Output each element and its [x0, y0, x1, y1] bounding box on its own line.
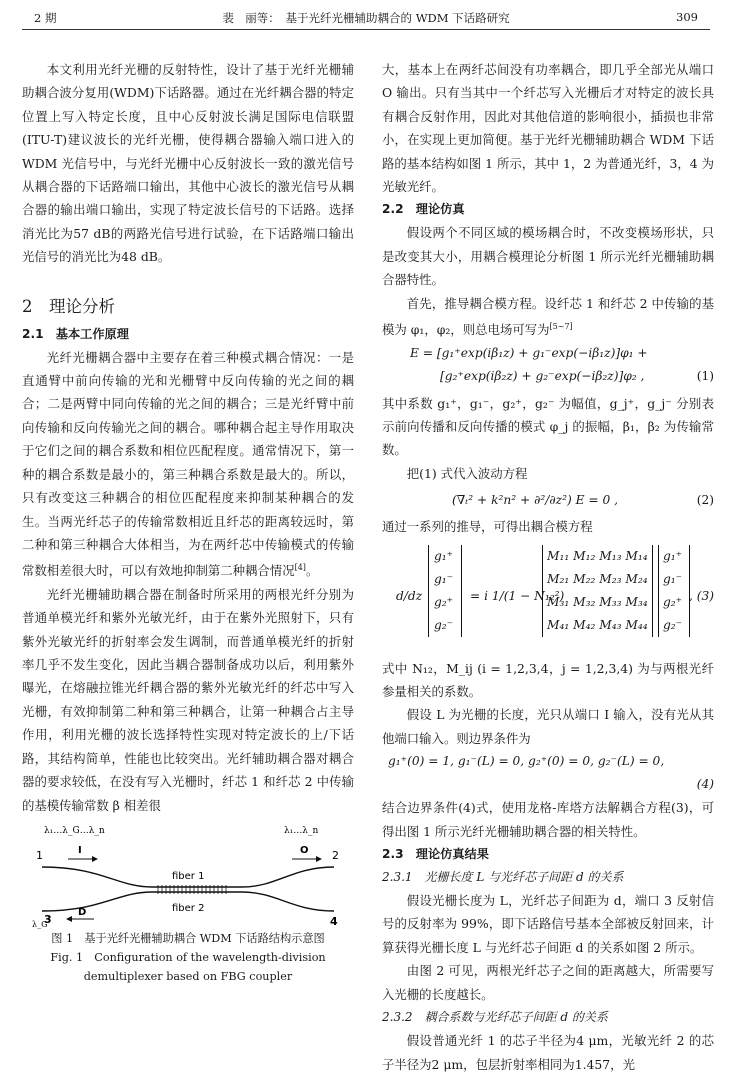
paragraph-wave-equation: 把(1) 式代入波动方程 — [406, 465, 528, 481]
page-number: 309 — [676, 10, 698, 24]
paragraph-runge-kutta: 结合边界条件(4)式，使用龙格-库塔方法解耦合方程(3)，可得出图 1 所示光纤光栅辅助耦合器的相关特性。 — [382, 800, 714, 839]
equation-3-number: , (3) — [688, 588, 714, 603]
paragraph-coupled-mode — [382, 292, 714, 342]
equation-1 — [382, 342, 714, 392]
vec-el: g₁⁻ — [663, 571, 683, 586]
subsection-2-3-1-heading: 2.3.1 光栅长度 L 与光纤芯子间距 d 的关系 — [382, 870, 624, 885]
paragraph-coefficients-n: 式中 N₁₂，M_ij (i = 1,2,3,4，j = 1,2,3,4) 为与两根光纤参量相关的系数。 — [382, 660, 714, 700]
port-2-label: 2 — [332, 848, 339, 862]
citation: [4] — [294, 563, 306, 573]
matrix-row: M₁₁ M₁₂ M₁₃ M₁₄ — [547, 548, 648, 563]
equation-4: g₁⁺(0) = 1, g₁⁻(L) = 0, g₂⁺(0) = 0, g₂⁻(L) = 0, — [388, 754, 665, 769]
equation-3 — [382, 539, 714, 657]
vec-el: g₂⁻ — [663, 617, 683, 632]
equation-3-factor: = i 1/(1 − N₁₂²) — [470, 588, 565, 603]
equation-1-number: (1) — [696, 368, 714, 383]
matrix-row: M₃₁ M₃₂ M₃₃ M₃₄ — [547, 594, 648, 609]
issue-number: 2 期 — [34, 11, 57, 25]
fiber-1-label: fiber 1 — [172, 870, 205, 882]
running-title: 裴 丽等： 基于光纤光栅辅助耦合的 WDM 下话路研究 — [222, 11, 510, 25]
paragraph-figure-2: 由图 2 可见，两根光纤芯子之间的距离越大，所需要写入光栅的长度越长。 — [382, 963, 714, 1002]
port-4-label: 4 — [330, 914, 338, 928]
intro-paragraph: 本文利用光纤光栅的反射特性，设计了基于光纤光栅辅助耦合波分复用(WDM)下话路器。通过在光纤耦合器的特定位置上写入特定长度，且中心反射波长满足国际电信联盟(ITU-T)建议波长的光纤光栅，使得耦合器输入端口进入的 WDM 光信号中，与光纤光栅中心反射波长一致的激光信号从耦合器的下话路端口输出，其他中心波长的激光信号从耦合器的输出端口输出，实现了特定波长信号的下话路。选择消光比为57 dB的两路光信号进行试验，在下话路端口输出光信号的消光比为48 dB。 — [22, 62, 354, 265]
vector-right — [658, 545, 690, 637]
equation-1-line-2 — [382, 365, 714, 388]
paragraph-text: 光纤光栅耦合器中主要存在着三种模式耦合情况：一是直通臂中前向传输的光和光栅臂中反向传输的光之间的耦合；二是两臂中同向传输的光之间的耦合；三是光纤臂中前向传输和反向传输光之间的耦合。哪种耦合起主导作用取决于它们之间的耦合系数和相位匹配程度。通常情况下，第一种的耦合系数是最小的，第三种耦合系数是最大的。所以，只有改变这三种耦合的相位匹配程度来抑制某种耦合的发生。当两光纤芯子的传输常数相近且纤芯的距离较远时，第二种和第三种耦合大体相当，为在两纤芯中传输模式的传输常数相差很大时，可以有效地抑制第二种耦合情况 — [22, 349, 354, 579]
paragraph-boundary: 假设 L 为光栅的长度，光只从端口 I 输入，没有光从其他端口输入。则边界条件为 — [382, 707, 714, 746]
paragraph-grating-length: 假设光栅长度为 L，光纤芯子间距为 d，端口 3 反射信号的反射率为 99%，即下话路信号基本全部被反射回来，计算获得光栅长度 L 与光纤芯子间距 d 的关系如图 2 所示。 — [382, 893, 714, 955]
matrix-row: M₂₁ M₂₂ M₂₃ M₂₄ — [547, 571, 648, 586]
subsection-2-2-heading: 2.2 理论仿真 — [382, 202, 465, 217]
vector-left — [428, 545, 462, 637]
paragraph-end: 。 — [305, 563, 319, 579]
port-o-label: O — [300, 844, 309, 856]
subsection-2-3-2-heading: 2.3.2 耦合系数与光纤芯子间距 d 的关系 — [382, 1010, 608, 1025]
equation-2 — [382, 485, 714, 515]
equation-3-derivative: d/dz — [396, 588, 423, 603]
fiber-2-label: fiber 2 — [172, 902, 205, 914]
figure-1 — [22, 819, 354, 929]
paragraph-assumption: 假设两个不同区域的模场耦合时，不改变模场形状，只是改变其大小，用耦合模理论分析图 1 所示光纤光栅辅助耦合器特性。 — [382, 225, 714, 288]
vec-el: g₂⁻ — [434, 617, 454, 632]
left-column — [22, 58, 354, 986]
figure-1-caption-cn: 图 1 基于光纤光栅辅助耦合 WDM 下话路结构示意图 — [51, 931, 325, 945]
figure-1-caption-en-2: demultiplexer based on FBG coupler — [83, 969, 293, 983]
coupler-diagram — [22, 819, 354, 929]
input-wavelengths: λ₁…λ_G…λ_n — [44, 825, 105, 836]
matrix-m — [542, 545, 653, 637]
port-3-label: 3 — [44, 912, 52, 926]
equation-4-number: (4) — [696, 777, 714, 792]
right-column — [382, 58, 714, 1076]
section-2-heading: 2 理论分析 — [22, 296, 115, 316]
paragraph-derivation: 通过一系列的推导，可得出耦合模方程 — [382, 519, 593, 535]
vec-el: g₁⁺ — [434, 548, 454, 563]
subsection-2-1-heading: 2.1 基本工作原理 — [22, 326, 129, 341]
output-wavelengths: λ₁…λ_n — [284, 825, 319, 836]
vec-el: g₂⁺ — [434, 594, 454, 609]
vec-el: g₂⁺ — [663, 594, 683, 609]
paragraph-continued: 大，基本上在两纤芯间没有功率耦合，即几乎全部光从端口 O 输出。只有当其中一个纤芯写入光栅后才对特定的波长具有耦合反射作用，因此对其他信道的影响很小，插损也非常小，在实现上更加简便。基于光纤光栅辅助耦合 WDM 下话路的基本结构如图 1 所示，其中 1，2 为普通光纤，3，4 为光敏光纤。 — [382, 62, 714, 195]
equation-1-line-1: E = [g₁⁺exp(iβ₁z) + g₁⁻exp(−iβ₁z)]φ₁ + — [410, 345, 648, 360]
subsection-2-3-heading: 2.3 理论仿真结果 — [382, 847, 489, 862]
paragraph-fiber-core: 假设普通光纤 1 的芯子半径为4 μm，光敏光纤 2 的芯子半径为2 μm，包层折射率相同为1.457，光 — [382, 1033, 714, 1072]
port-1-label: 1 — [36, 848, 43, 862]
vec-el: g₁⁺ — [663, 548, 683, 563]
paragraph-text: 首先，推导耦合模方程。设纤芯 1 和纤芯 2 中传输的基模为 φ₁，φ₂，则总电场可写为 — [382, 295, 714, 338]
paragraph-fbg-coupler: 光纤光栅辅助耦合器在制备时所采用的两根光纤分别为普通单模光纤和紫外光敏光纤，由于在紫外光照射下，只有紫外光敏光纤的折射率会发生调制，而普通单模光纤的折射率几乎不发生变化，因此当耦合器制备成功以后，利用紫外曝光，在熔融拉锥光纤耦合器的紫外光敏光纤的纤芯中写入光栅，有效抑制第二种和第三种耦合，让第一种耦合占主导作用，利用光栅的波长选择特性实现对特定波长的上/下话路，其结构简单，性能也比较突出。光纤辅助耦合器对耦合器的要求较低，在没有写入光栅时，纤芯 1 和纤芯 2 中传输的基模传输常数 β 相差很 — [22, 586, 354, 813]
port-d-label: D — [78, 906, 87, 918]
drop-wavelength: λ_G — [32, 919, 48, 929]
paragraph-coefficients: 其中系数 g₁⁺，g₁⁻，g₂⁺，g₂⁻ 为幅值，g_j⁺，g_j⁻ 分别表示前向传播和反向传播的模式 φ_j 的振幅，β₁，β₂ 为传输常数。 — [382, 395, 714, 458]
header-rule — [22, 29, 710, 30]
figure-1-caption-en: Fig. 1 Configuration of the wavelength-division — [50, 950, 326, 964]
equation-1-text: [g₂⁺exp(iβ₂z) + g₂⁻exp(−iβ₂z)]φ₂ , — [440, 368, 645, 383]
port-i-label: I — [78, 844, 82, 856]
matrix-row: M₄₁ M₄₂ M₄₃ M₄₄ — [547, 617, 648, 632]
running-header — [0, 8, 732, 28]
paragraph-coupling-modes — [22, 346, 354, 583]
vec-el: g₁⁻ — [434, 571, 454, 586]
citation: [5~7] — [549, 322, 573, 332]
equation-2-number: (2) — [696, 493, 714, 508]
equation-2-text: (∇ₜ² + k²n² + ∂²/∂z²) E = 0 , — [452, 493, 618, 508]
